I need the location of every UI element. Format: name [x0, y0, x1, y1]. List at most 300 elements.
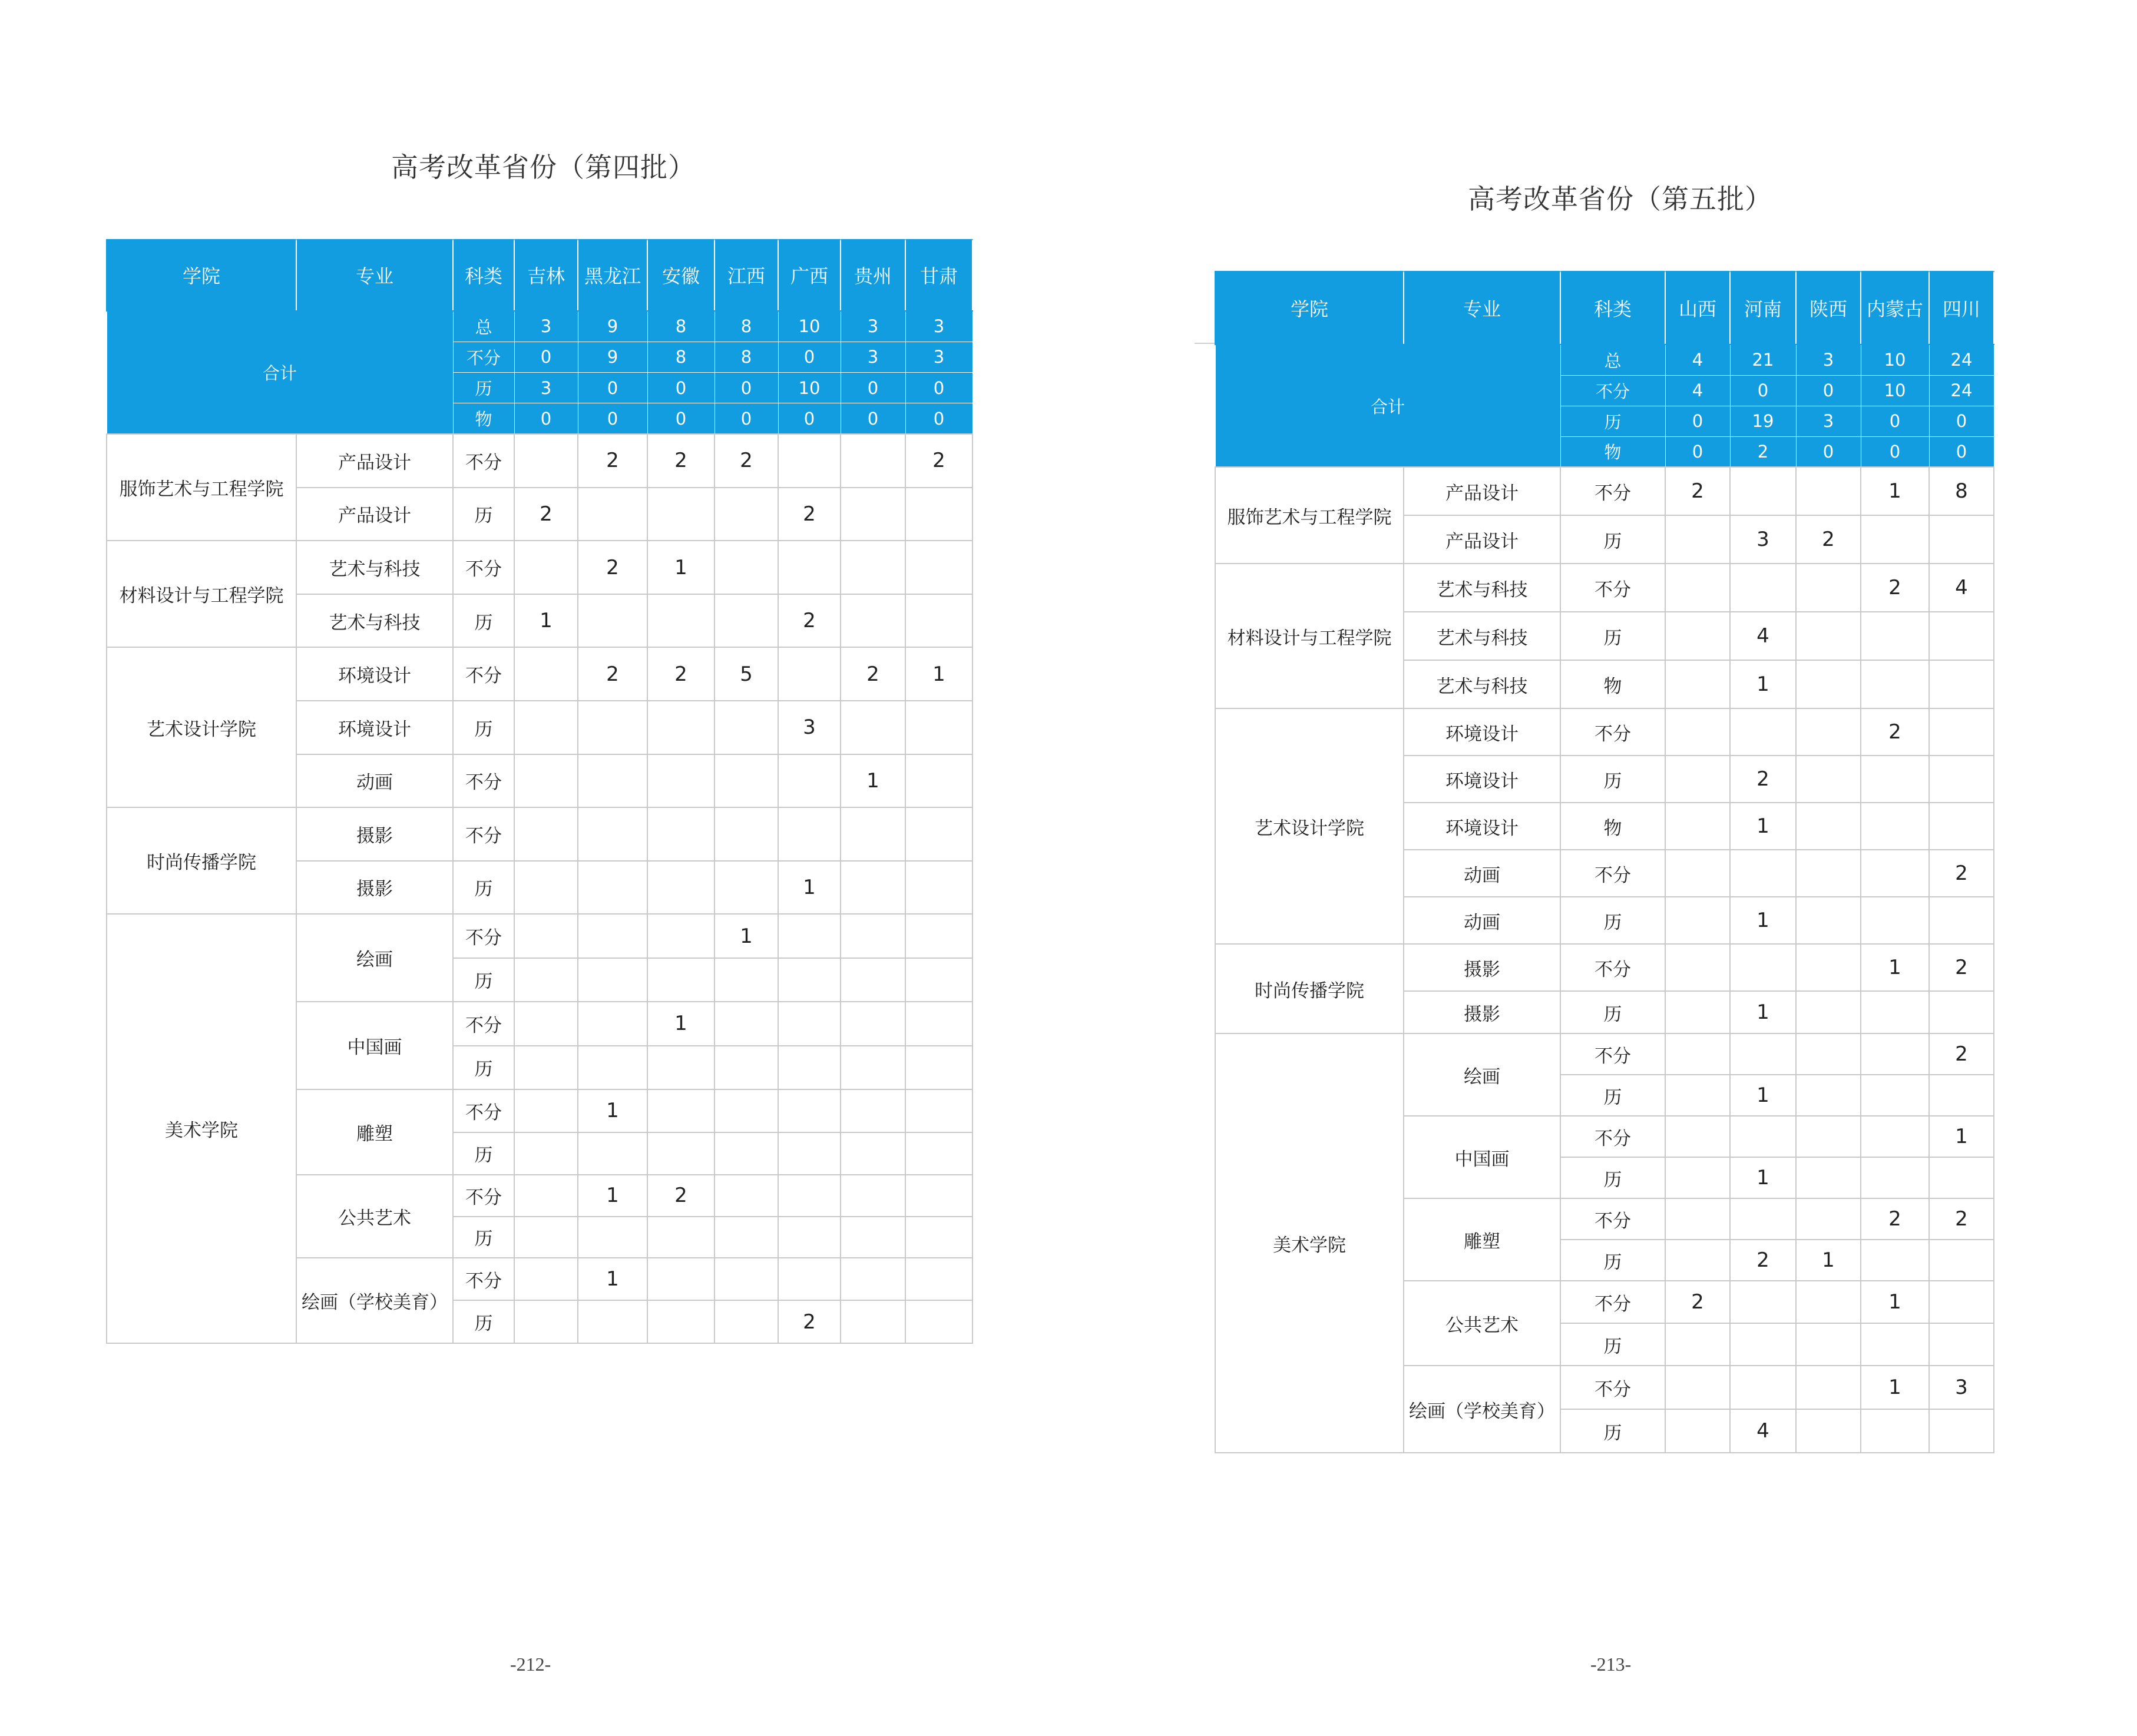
value-cell: 1 [1861, 1281, 1929, 1323]
header-row [107, 240, 972, 311]
total-value: 10 [1861, 375, 1929, 406]
value-cell [1861, 660, 1929, 708]
value-cell: 2 [578, 647, 647, 701]
value-cell [1796, 1366, 1861, 1409]
total-value: 9 [578, 311, 647, 342]
total-value: 8 [647, 311, 714, 342]
major-cell: 环境设计 [296, 647, 453, 701]
value-cell [905, 488, 972, 541]
value-cell [1665, 944, 1730, 991]
total-value: 8 [714, 342, 778, 372]
province-header: 广西 [778, 240, 841, 311]
province-header: 黑龙江 [578, 240, 647, 311]
value-cell [647, 594, 714, 648]
value-cell: 1 [1730, 803, 1796, 850]
value-cell [714, 807, 778, 861]
value-cell [1796, 1323, 1861, 1366]
total-value: 3 [1796, 344, 1861, 375]
province-header: 江西 [714, 240, 778, 311]
value-cell [1796, 1198, 1861, 1240]
value-cell: 4 [1730, 612, 1796, 660]
value-cell [1730, 1198, 1796, 1240]
table-row [1215, 944, 1994, 991]
total-value: 24 [1929, 375, 1994, 406]
value-cell [1929, 756, 1994, 803]
value-cell [778, 914, 841, 958]
total-category: 总 [1560, 344, 1665, 375]
value-cell [1796, 1157, 1861, 1198]
value-cell [714, 754, 778, 808]
value-cell: 1 [778, 861, 841, 915]
major-cell: 环境设计 [296, 701, 453, 754]
total-category: 不分 [1560, 375, 1665, 406]
value-cell [1730, 1116, 1796, 1157]
value-cell [1861, 612, 1929, 660]
value-cell: 1 [578, 1175, 647, 1216]
value-cell [778, 1002, 841, 1045]
total-label: 合计 [107, 311, 453, 434]
value-cell [778, 1175, 841, 1216]
value-cell [841, 1300, 905, 1343]
value-cell: 2 [1929, 1033, 1994, 1075]
value-cell [1929, 1240, 1994, 1281]
value-cell [1861, 1409, 1929, 1453]
value-cell [778, 1089, 841, 1132]
total-value: 4 [1665, 344, 1730, 375]
value-cell [1730, 564, 1796, 612]
total-category: 总 [453, 311, 514, 342]
value-cell [841, 488, 905, 541]
value-cell [905, 807, 972, 861]
value-cell [1929, 515, 1994, 564]
total-value: 0 [1796, 436, 1861, 467]
major-cell: 摄影 [296, 861, 453, 915]
category-cell: 物 [1560, 803, 1665, 850]
total-value: 3 [905, 342, 972, 372]
total-value: 9 [578, 342, 647, 372]
value-cell [1796, 708, 1861, 756]
value-cell [905, 1217, 972, 1258]
value-cell [1861, 897, 1929, 944]
value-cell [778, 647, 841, 701]
table-row [107, 647, 972, 701]
category-cell: 历 [453, 958, 514, 1002]
value-cell: 2 [841, 647, 905, 701]
value-cell [905, 701, 972, 754]
table-row [107, 914, 972, 958]
value-cell [905, 754, 972, 808]
major-cell: 产品设计 [296, 488, 453, 541]
value-cell [1730, 1366, 1796, 1409]
category-cell: 不分 [453, 1175, 514, 1216]
value-cell: 1 [905, 647, 972, 701]
category-cell: 不分 [453, 807, 514, 861]
value-cell [841, 1175, 905, 1216]
left-page-number: -212- [510, 1654, 551, 1675]
category-cell: 历 [1560, 1075, 1665, 1116]
value-cell [1796, 467, 1861, 515]
value-cell [841, 1258, 905, 1300]
category-cell: 历 [1560, 1409, 1665, 1453]
category-cell: 不分 [453, 541, 514, 594]
value-cell [841, 1217, 905, 1258]
category-cell: 历 [1560, 897, 1665, 944]
category-cell: 历 [453, 1046, 514, 1089]
value-cell: 2 [1796, 515, 1861, 564]
value-cell [1665, 1323, 1730, 1366]
value-cell [514, 541, 578, 594]
category-cell: 不分 [453, 647, 514, 701]
value-cell [1665, 612, 1730, 660]
value-cell: 1 [714, 914, 778, 958]
value-cell [1730, 1281, 1796, 1323]
value-cell [1796, 756, 1861, 803]
header-row [1215, 271, 1994, 344]
major-header: 专业 [296, 240, 453, 311]
value-cell [1861, 850, 1929, 897]
value-cell [647, 958, 714, 1002]
value-cell: 1 [1730, 1157, 1796, 1198]
value-cell [1665, 1033, 1730, 1075]
value-cell [647, 754, 714, 808]
total-value: 0 [905, 372, 972, 403]
value-cell [714, 1046, 778, 1089]
value-cell [1665, 1366, 1730, 1409]
major-cell: 雕塑 [1404, 1198, 1560, 1281]
major-cell: 产品设计 [1404, 467, 1560, 515]
value-cell [514, 1300, 578, 1343]
major-cell: 动画 [296, 754, 453, 808]
major-cell: 绘画 [1404, 1033, 1560, 1116]
value-cell [1730, 708, 1796, 756]
value-cell [905, 1258, 972, 1300]
value-cell [1796, 1033, 1861, 1075]
value-cell [578, 861, 647, 915]
category-cell: 不分 [453, 1258, 514, 1300]
value-cell: 2 [778, 488, 841, 541]
college-cell: 时尚传播学院 [1215, 944, 1404, 1033]
value-cell: 1 [1730, 897, 1796, 944]
value-cell [778, 1258, 841, 1300]
value-cell: 2 [1665, 1281, 1730, 1323]
major-cell: 环境设计 [1404, 756, 1560, 803]
major-cell: 公共艺术 [1404, 1281, 1560, 1366]
value-cell: 2 [647, 434, 714, 488]
value-cell [1929, 1075, 1994, 1116]
total-value: 0 [778, 342, 841, 372]
value-cell [1665, 1157, 1730, 1198]
value-cell: 2 [905, 434, 972, 488]
value-cell [1929, 660, 1994, 708]
value-cell [1796, 944, 1861, 991]
category-header: 科类 [453, 240, 514, 311]
value-cell [514, 1175, 578, 1216]
value-cell [647, 1300, 714, 1343]
major-cell: 摄影 [1404, 991, 1560, 1033]
table-row [107, 434, 972, 488]
college-cell: 材料设计与工程学院 [1215, 564, 1404, 708]
total-value: 0 [1861, 406, 1929, 436]
value-cell [841, 1132, 905, 1175]
total-value: 10 [1861, 344, 1929, 375]
category-cell: 物 [1560, 660, 1665, 708]
total-value: 3 [905, 311, 972, 342]
major-cell: 艺术与科技 [296, 541, 453, 594]
value-cell [841, 914, 905, 958]
category-cell: 历 [453, 1300, 514, 1343]
total-value: 4 [1665, 375, 1730, 406]
category-cell: 历 [1560, 756, 1665, 803]
value-cell [841, 1002, 905, 1045]
major-cell: 雕塑 [296, 1089, 453, 1175]
value-cell [1861, 1157, 1929, 1198]
value-cell: 2 [1929, 850, 1994, 897]
province-header: 河南 [1730, 271, 1796, 344]
total-row [1215, 344, 1994, 375]
value-cell: 1 [1730, 1075, 1796, 1116]
major-cell: 动画 [1404, 850, 1560, 897]
category-cell: 不分 [453, 1089, 514, 1132]
value-cell [1730, 850, 1796, 897]
value-cell [1929, 1323, 1994, 1366]
total-value: 0 [647, 372, 714, 403]
value-cell [514, 434, 578, 488]
college-cell: 材料设计与工程学院 [107, 541, 296, 647]
value-cell [905, 1089, 972, 1132]
value-cell: 1 [1796, 1240, 1861, 1281]
province-header: 吉林 [514, 240, 578, 311]
value-cell [841, 1089, 905, 1132]
value-cell [778, 541, 841, 594]
value-cell: 2 [1861, 1198, 1929, 1240]
total-value: 0 [1665, 436, 1730, 467]
value-cell [841, 434, 905, 488]
total-value: 0 [714, 403, 778, 434]
value-cell [1929, 1157, 1994, 1198]
right-enrollment-table [1215, 271, 1994, 1453]
province-header: 甘肃 [905, 240, 972, 311]
value-cell [714, 701, 778, 754]
value-cell [778, 434, 841, 488]
value-cell [1861, 1240, 1929, 1281]
value-cell [714, 861, 778, 915]
value-cell: 1 [578, 1089, 647, 1132]
category-cell: 不分 [1560, 944, 1665, 991]
value-cell [1665, 515, 1730, 564]
value-cell [578, 807, 647, 861]
right-page-title: 高考改革省份（第五批） [1468, 183, 1772, 215]
value-cell: 3 [1929, 1366, 1994, 1409]
province-header: 内蒙古 [1861, 271, 1929, 344]
value-cell [1665, 1116, 1730, 1157]
total-value: 0 [578, 403, 647, 434]
major-cell: 中国画 [296, 1002, 453, 1089]
value-cell [514, 958, 578, 1002]
value-cell [714, 958, 778, 1002]
total-value: 0 [514, 403, 578, 434]
value-cell [1796, 1116, 1861, 1157]
value-cell: 5 [714, 647, 778, 701]
value-cell [905, 1132, 972, 1175]
college-cell: 艺术设计学院 [1215, 708, 1404, 944]
value-cell: 1 [514, 594, 578, 648]
major-cell: 产品设计 [1404, 515, 1560, 564]
value-cell [1796, 1075, 1861, 1116]
value-cell [905, 1046, 972, 1089]
value-cell [514, 701, 578, 754]
major-cell: 绘画（学校美育） [296, 1258, 453, 1343]
value-cell: 2 [514, 488, 578, 541]
value-cell: 1 [578, 1258, 647, 1300]
value-cell: 2 [1929, 1198, 1994, 1240]
value-cell [1796, 564, 1861, 612]
value-cell [1796, 850, 1861, 897]
total-value: 0 [1929, 436, 1994, 467]
value-cell [647, 1046, 714, 1089]
value-cell [1730, 467, 1796, 515]
value-cell [841, 958, 905, 1002]
category-cell: 历 [453, 1132, 514, 1175]
major-cell: 摄影 [296, 807, 453, 861]
value-cell: 4 [1730, 1409, 1796, 1453]
value-cell [905, 1175, 972, 1216]
value-cell: 3 [1730, 515, 1796, 564]
value-cell: 1 [1861, 467, 1929, 515]
major-cell: 摄影 [1404, 944, 1560, 991]
value-cell [1861, 1116, 1929, 1157]
value-cell [578, 958, 647, 1002]
value-cell [647, 914, 714, 958]
value-cell [578, 1132, 647, 1175]
total-value: 10 [778, 311, 841, 342]
value-cell [714, 541, 778, 594]
college-cell: 服饰艺术与工程学院 [107, 434, 296, 541]
value-cell [514, 1046, 578, 1089]
value-cell [1665, 708, 1730, 756]
value-cell [514, 1002, 578, 1045]
value-cell [514, 1132, 578, 1175]
total-value: 10 [778, 372, 841, 403]
total-row [107, 311, 972, 342]
total-label: 合计 [1215, 344, 1560, 467]
value-cell [1665, 660, 1730, 708]
total-value: 0 [1929, 406, 1994, 436]
major-cell: 艺术与科技 [1404, 660, 1560, 708]
total-value: 0 [1796, 375, 1861, 406]
value-cell [714, 488, 778, 541]
left-page-title: 高考改革省份（第四批） [391, 151, 696, 183]
value-cell: 2 [1730, 1240, 1796, 1281]
value-cell [778, 1132, 841, 1175]
total-value: 0 [1665, 406, 1730, 436]
total-value: 3 [841, 311, 905, 342]
value-cell [1796, 897, 1861, 944]
total-value: 0 [714, 372, 778, 403]
value-cell [714, 1089, 778, 1132]
value-cell [514, 807, 578, 861]
value-cell: 2 [778, 594, 841, 648]
college-cell: 美术学院 [1215, 1033, 1404, 1453]
category-header: 科类 [1560, 271, 1665, 344]
value-cell: 1 [647, 1002, 714, 1045]
value-cell [1665, 897, 1730, 944]
value-cell [778, 754, 841, 808]
college-cell: 艺术设计学院 [107, 647, 296, 807]
value-cell [905, 861, 972, 915]
value-cell [714, 1217, 778, 1258]
major-cell: 环境设计 [1404, 803, 1560, 850]
value-cell [1796, 660, 1861, 708]
value-cell [578, 1046, 647, 1089]
value-cell: 2 [1929, 944, 1994, 991]
value-cell [714, 1258, 778, 1300]
value-cell [1730, 1323, 1796, 1366]
category-cell: 不分 [1560, 1366, 1665, 1409]
value-cell [647, 1258, 714, 1300]
value-cell [514, 914, 578, 958]
major-cell: 艺术与科技 [1404, 612, 1560, 660]
value-cell [514, 861, 578, 915]
left-enrollment-table [106, 239, 973, 1344]
major-cell: 产品设计 [296, 434, 453, 488]
value-cell [514, 754, 578, 808]
value-cell [578, 594, 647, 648]
value-cell [841, 541, 905, 594]
value-cell [905, 1002, 972, 1045]
value-cell [1929, 803, 1994, 850]
value-cell [647, 807, 714, 861]
total-category: 历 [453, 372, 514, 403]
value-cell [1796, 991, 1861, 1033]
table-row [1215, 564, 1994, 612]
total-value: 0 [841, 372, 905, 403]
category-cell: 历 [453, 488, 514, 541]
value-cell: 1 [1929, 1116, 1994, 1157]
value-cell [578, 1002, 647, 1045]
value-cell: 1 [1861, 944, 1929, 991]
value-cell: 2 [647, 647, 714, 701]
value-cell [647, 1089, 714, 1132]
value-cell [714, 1300, 778, 1343]
value-cell [1665, 1240, 1730, 1281]
value-cell: 2 [714, 434, 778, 488]
category-cell: 不分 [453, 754, 514, 808]
major-cell: 中国画 [1404, 1116, 1560, 1198]
total-value: 21 [1730, 344, 1796, 375]
total-category: 物 [453, 403, 514, 434]
category-cell: 不分 [1560, 1116, 1665, 1157]
category-cell: 历 [1560, 1157, 1665, 1198]
table-row [1215, 467, 1994, 515]
value-cell [905, 594, 972, 648]
value-cell [578, 701, 647, 754]
value-cell: 2 [578, 434, 647, 488]
value-cell [647, 1132, 714, 1175]
value-cell [714, 1175, 778, 1216]
province-header: 四川 [1929, 271, 1994, 344]
value-cell [514, 1258, 578, 1300]
value-cell [1861, 1075, 1929, 1116]
college-cell: 美术学院 [107, 914, 296, 1343]
total-value: 0 [841, 403, 905, 434]
total-category: 历 [1560, 406, 1665, 436]
value-cell [841, 861, 905, 915]
total-value: 8 [647, 342, 714, 372]
value-cell [647, 701, 714, 754]
major-cell: 艺术与科技 [1404, 564, 1560, 612]
category-cell: 不分 [1560, 708, 1665, 756]
value-cell [514, 647, 578, 701]
